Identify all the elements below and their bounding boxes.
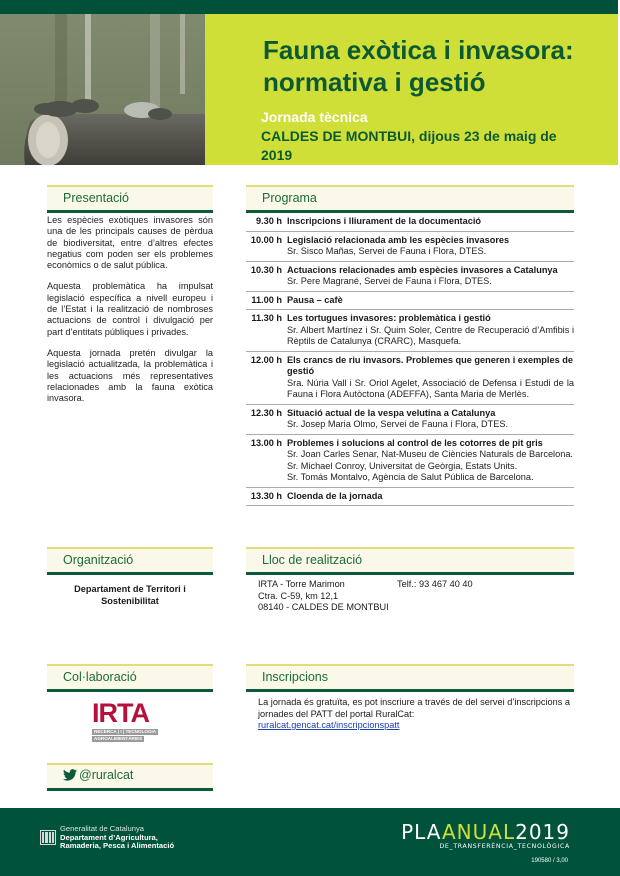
presentacio-paragraph: Les espècies exòtiques invasores són una de les principals causes de pèrdua de biodiversitat, entre d’altres efectes negatius com poden ser els problemes econòmics o de salut pública. [47,215,213,271]
program-time: 13.30 h [250,490,282,501]
inscripcions-text-block [258,697,574,732]
hero-panel [205,14,618,165]
turtles-photo-image [0,14,205,165]
twitter-link[interactable] [63,768,133,782]
program-item [246,262,574,292]
program-speaker: Sr. Pere Magrané, Servei de Fauna i Flora, DTES. [287,276,492,286]
programa-list [246,213,574,506]
program-item [246,292,574,311]
program-speaker: Sr. Michael Conroy, Universitat de Geòrgia, Estats Units. [287,460,518,471]
program-time: 12.00 h [250,354,282,365]
program-time: 11.00 h [251,294,282,305]
program-title: Cloenda de la jornada [287,490,383,501]
address-line: 08140 - CALDES DE MONTBUI [258,602,389,612]
program-item [246,352,574,405]
organitzacio-text: Departament de Territori i Sostenibilitat [74,584,186,606]
inscripcions-heading: Inscripcions [262,670,328,684]
event-place-date: CALDES DE MONTBUI, dijous 23 de maig de 2019 [261,128,557,163]
program-speaker: Sr. Albert Martínez i Sr. Quim Soler, Centre de Recuperació d’Amfibis i Rèptils de Catalunya (CRARC), Masquefa. [287,324,574,346]
program-title: Pausa – cafè [287,294,343,305]
presentacio-header [47,185,213,213]
top-bar [0,0,618,14]
irta-logo-line1: RECERCA | I | TECNOLOGIA [94,729,157,734]
program-time: 10.30 h [250,264,282,275]
program-time: 12.30 h [250,407,282,418]
pla-logo-part1: PLA [401,820,442,844]
presentacio-paragraph: Aquesta jornada pretén divulgar la legislació actualitzada, la problemàtica i les actuacions més representatives relacionades amb la fauna exòtica invasora. [47,347,213,404]
irta-logo [92,700,172,744]
program-speaker: Sr. Joan Carles Senar, Nat-Museu de Ciències Naturals de Barcelona. [287,449,573,459]
event-type: Jornada tècnica [261,109,368,125]
pla-anual-logo [401,822,570,850]
generalitat-emblem-icon [40,830,56,845]
program-speaker: Sr. Tomás Montalvo, Agència de Salut Pública de Barcelona. [287,472,534,482]
program-time: 13.00 h [250,437,282,448]
lloc-heading: Lloc de realització [262,553,363,567]
twitter-handle: @ruralcat [79,768,134,782]
program-time: 10.00 h [250,234,282,245]
lloc-address [258,579,389,614]
turtles-photo [0,14,205,165]
program-title: Els crancs de riu invasors. Problemes que generen i exemples de gestió [287,354,573,376]
inscripcions-text: La jornada és gratuïta, es pot inscriure a través de del servei d’inscripcions a jornades del PATT del portal RuralCat: [258,697,571,719]
program-item [246,435,574,488]
irta-logo-text: IRTA [92,698,149,728]
program-item [246,488,574,507]
page-title: Fauna exòtica i invasora: normativa i gestió [263,35,574,97]
program-item [246,310,574,352]
address-line: Ctra. C-59, km 12,1 [258,590,339,601]
program-speaker: Sr. Sisco Mañas, Servei de Fauna i Flora, DTES. [287,246,487,256]
generalitat-logo-block [40,825,174,851]
lloc-header [246,547,574,575]
generalitat-name: Generalitat de Catalunya [60,824,145,833]
collaboracio-heading: Col·laboració [63,670,137,684]
program-title: Situació actual de la vespa velutina a Catalunya [287,407,496,418]
program-time: 11.30 h [251,313,282,323]
twitter-bird-icon [63,769,77,781]
program-title: Inscripcions i lliurament de la documentació [287,216,482,226]
pla-logo-subtitle: DE_TRANSFERÈNCIA_TECNOLÒGICA [439,843,570,850]
pla-logo-part2: ANUAL [441,820,516,844]
program-item [246,232,574,262]
presentacio-text [47,215,213,414]
program-time: 9.30 h [255,216,282,226]
program-title: Actuacions relacionades amb espècies invasores a Catalunya [287,264,558,275]
organitzacio-heading: Organització [63,553,134,567]
presentacio-heading: Presentació [63,191,130,205]
department-name-line1: Departament d’Agricultura, [60,832,158,842]
reference-code: 190580 / 3,00 [531,858,568,864]
inscripcions-header [246,664,574,692]
program-title: Problemes i solucions al control de les cotorres de pit gris [287,437,543,448]
pla-logo-year: 2019 [515,820,570,844]
collaboracio-header [47,664,213,692]
program-title: Les tortugues invasores: problemàtica i gestió [287,313,491,323]
program-item [246,213,574,232]
department-name-line2: Ramaderia, Pesca i Alimentació [60,841,175,850]
program-item [246,405,574,435]
program-speaker: Sr. Josep Maria Olmo, Servei de Fauna i Flora, DTES. [287,419,509,429]
irta-logo-line2: AGROALIMENTÀRIES [94,736,143,741]
phone-number: Telf.: 93 467 40 40 [397,579,473,589]
organitzacio-header [47,547,213,575]
inscripcions-link[interactable]: ruralcat.gencat.cat/inscripcionspatt [258,720,400,730]
presentacio-paragraph: Aquesta problemàtica ha impulsat legislació específica a nivell europeu i de l’Estat i la realització de nombroses actuacions de control i divulgació per part d’entitats públiques i privades. [47,281,213,337]
program-speaker: Sra. Núria Vall i Sr. Oriol Agelet, Associació de Defensa i Estudi de la Fauna i Flora Autòctona (ADEFFA), Santa Maria de Merlès. [287,377,574,399]
programa-header [246,185,574,213]
address-line: IRTA - Torre Marimon [258,579,345,589]
program-title: Legislació relacionada amb les espècies invasores [287,234,510,245]
programa-heading: Programa [262,191,317,205]
